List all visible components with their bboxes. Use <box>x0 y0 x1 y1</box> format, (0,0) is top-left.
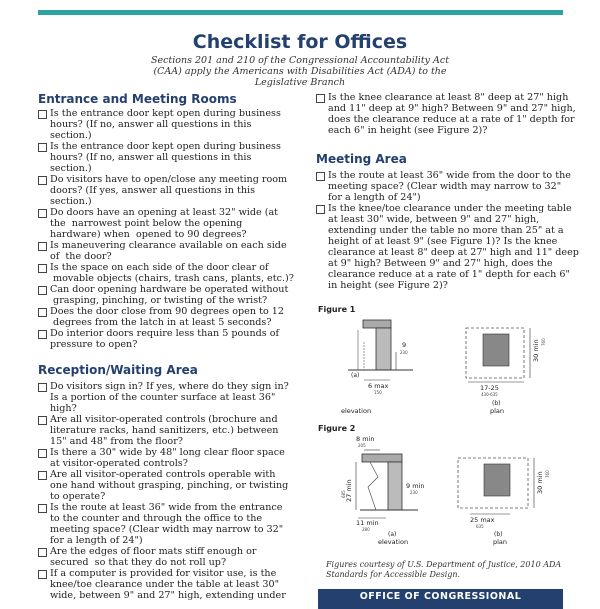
checkbox[interactable] <box>38 209 47 218</box>
checkbox[interactable] <box>38 308 47 317</box>
fig2-dim-25max: 25 max <box>470 516 495 524</box>
fig2-dim-25max-mm: 635 <box>476 524 484 529</box>
fig2-dim-8min-mm: 205 <box>358 443 366 448</box>
checklist-item: Do doors have an opening at least 32" wide (at the narrowest point below the opening hardware) when opened to 90 degrees? <box>50 207 279 240</box>
figure-1-elevation <box>341 320 413 415</box>
checkbox[interactable] <box>38 548 47 557</box>
fig2-dim-9min: 9 min <box>406 482 425 490</box>
page-title: Checklist for Offices <box>192 31 408 53</box>
checklist-item: Are all visitor-operated controls operable with one hand without grasping, pinching, or twisting to operate? <box>50 469 289 502</box>
footer-text: OFFICE OF CONGRESSIONAL <box>359 591 522 602</box>
checklist-item: Is the space on each side of the door clear of movable objects (chairs, trash cans, plants, etc.)? <box>50 262 294 284</box>
checklist-item: Do visitors sign in? If yes, where do they sign in? Is a portion of the counter surface at least 36" high? <box>50 381 289 414</box>
checklist-item: Is the route at least 36" wide from the door to the meeting space? (Clear width may narrow to 32" for a length of 24") <box>328 170 571 203</box>
checklist-item: If a computer is provided for visitor use, is the knee/toe clearance under the table at least 30" wide, between 9" and 27" high, extending under <box>50 568 286 601</box>
figure-2-elevation <box>341 435 424 546</box>
fig2-dim-27min: 27 min <box>345 479 353 502</box>
section-heading-reception: Reception/Waiting Area <box>38 363 198 377</box>
checkbox[interactable] <box>38 383 47 392</box>
section-heading-entrance: Entrance and Meeting Rooms <box>38 92 237 106</box>
checkbox[interactable] <box>38 471 47 480</box>
checkbox[interactable] <box>38 264 47 273</box>
fig1-dim-6max-mm: 150 <box>374 390 382 395</box>
fig2-dim-30min-mm: 760 <box>545 470 550 478</box>
fig2-dim-27min-mm: 685 <box>341 490 346 498</box>
fig2-dim-11min: 11 min <box>356 519 379 527</box>
footer-banner <box>318 589 563 609</box>
checklist-item: Is the entrance door kept open during business hours? (If no, answer all questions in this section.) <box>50 141 281 174</box>
top-accent-bar <box>38 10 563 15</box>
figure-1-title: Figure 1 <box>318 305 356 314</box>
checklist-item: Is the route at least 36" wide from the entrance to the counter and through the office to the meeting space? (Clear width may narrow to 32" for a length of 24") <box>50 502 284 546</box>
fig2-label-elevation: elevation <box>378 538 409 546</box>
checklist-item: Is the knee/toe clearance under the meeting table at least 30" wide, between 9" and 27" high, extending under the table no more than 25" at a height of at least 9" (see Figure 1)? Is the knee clearance at least 8" deep at 27" high and 11" deep at 9" high? Between 9" and 27" high, does the clearance reduce at a rate of 1" depth for each 6" in height (see Figure 2)? <box>328 203 579 291</box>
fig1-dim-1725-mm: 430-635 <box>481 392 498 397</box>
fig1-dim-9-mm: 230 <box>400 350 408 355</box>
fig1-label-elevation: elevation <box>341 407 372 415</box>
checklist-item: Can door opening hardware be operated without grasping, pinching, or twisting of the wrist? <box>50 284 289 306</box>
figure-credit: Figures courtesy of U.S. Department of Justice, 2010 ADA Standards for Accessible Design. <box>326 560 562 579</box>
fig2-dim-11min-mm: 280 <box>362 527 370 532</box>
fig1-dim-9: 9 <box>402 341 407 349</box>
fig2-label-plan: plan <box>493 538 508 546</box>
fig2-label-a: (a) <box>388 531 397 538</box>
fig1-dim-6max: 6 max <box>368 382 389 390</box>
checkbox[interactable] <box>38 242 47 251</box>
checkbox[interactable] <box>38 286 47 295</box>
checkbox[interactable] <box>38 504 47 513</box>
figure-2-diagram <box>318 432 568 552</box>
checklist-item: Is maneuvering clearance available on each side of the door? <box>50 240 287 262</box>
checkbox[interactable] <box>38 176 47 185</box>
fig2-label-b: (b) <box>494 531 503 538</box>
checklist-item: Does the door close from 90 degrees open to 12 degrees from the latch in at least 5 seconds? <box>50 306 284 328</box>
checklist-item: Is the entrance door kept open during business hours? (If no, answer all questions in this section.) <box>50 108 281 141</box>
checkbox[interactable] <box>38 330 47 339</box>
figure-2-plan <box>458 458 550 546</box>
section-heading-meeting: Meeting Area <box>316 152 407 166</box>
checkbox[interactable] <box>316 205 325 214</box>
fig1-label-a: (a) <box>351 372 360 379</box>
checklist-item: Is there a 30" wide by 48" long clear floor space at visitor-operated controls? <box>50 447 285 469</box>
checklist-item: Do interior doors require less than 5 pounds of pressure to open? <box>50 328 280 350</box>
checkbox[interactable] <box>38 416 47 425</box>
fig1-label-plan: plan <box>490 407 505 415</box>
checkbox[interactable] <box>38 449 47 458</box>
fig2-dim-9min-mm: 230 <box>410 490 418 495</box>
fig1-label-b: (b) <box>492 400 501 407</box>
fig2-dim-30min: 30 min <box>536 471 544 494</box>
checkbox[interactable] <box>38 143 47 152</box>
fig1-dim-1725: 17-25 <box>480 384 499 392</box>
fig1-dim-30min: 30 min <box>532 339 540 362</box>
checklist-item: Do visitors have to open/close any meeting room doors? (If yes, answer all questions in this section.) <box>50 174 288 207</box>
checklist-item: Are all visitor-operated controls (brochure and literature racks, hand sanitizers, etc.) between 15" and 48" from the floor? <box>50 414 279 447</box>
checkbox[interactable] <box>316 94 325 103</box>
fig2-dim-8min: 8 min <box>356 435 375 443</box>
checkbox[interactable] <box>38 110 47 119</box>
checklist-item: Is the knee clearance at least 8" deep at 27" high and 11" deep at 9" high? Between 9" and 27" high, does the clearance reduce at a rate of 1" depth for each 6" in height (see Figure 2)? <box>328 92 576 136</box>
fig1-dim-30min-mm: 760 <box>541 338 546 346</box>
checkbox[interactable] <box>316 172 325 181</box>
checklist-item: Are the edges of floor mats stiff enough or secured so that they do not roll up? <box>50 546 257 568</box>
figure-1-plan <box>466 328 546 415</box>
figure-2-title: Figure 2 <box>318 424 356 433</box>
checkbox[interactable] <box>38 570 47 579</box>
page-subtitle: Sections 201 and 210 of the Congressional Accountability Act (CAA) apply the Americans with Disabilities Act (ADA) to the Legislative Branch <box>150 55 450 88</box>
figure-1-diagram <box>318 312 568 422</box>
